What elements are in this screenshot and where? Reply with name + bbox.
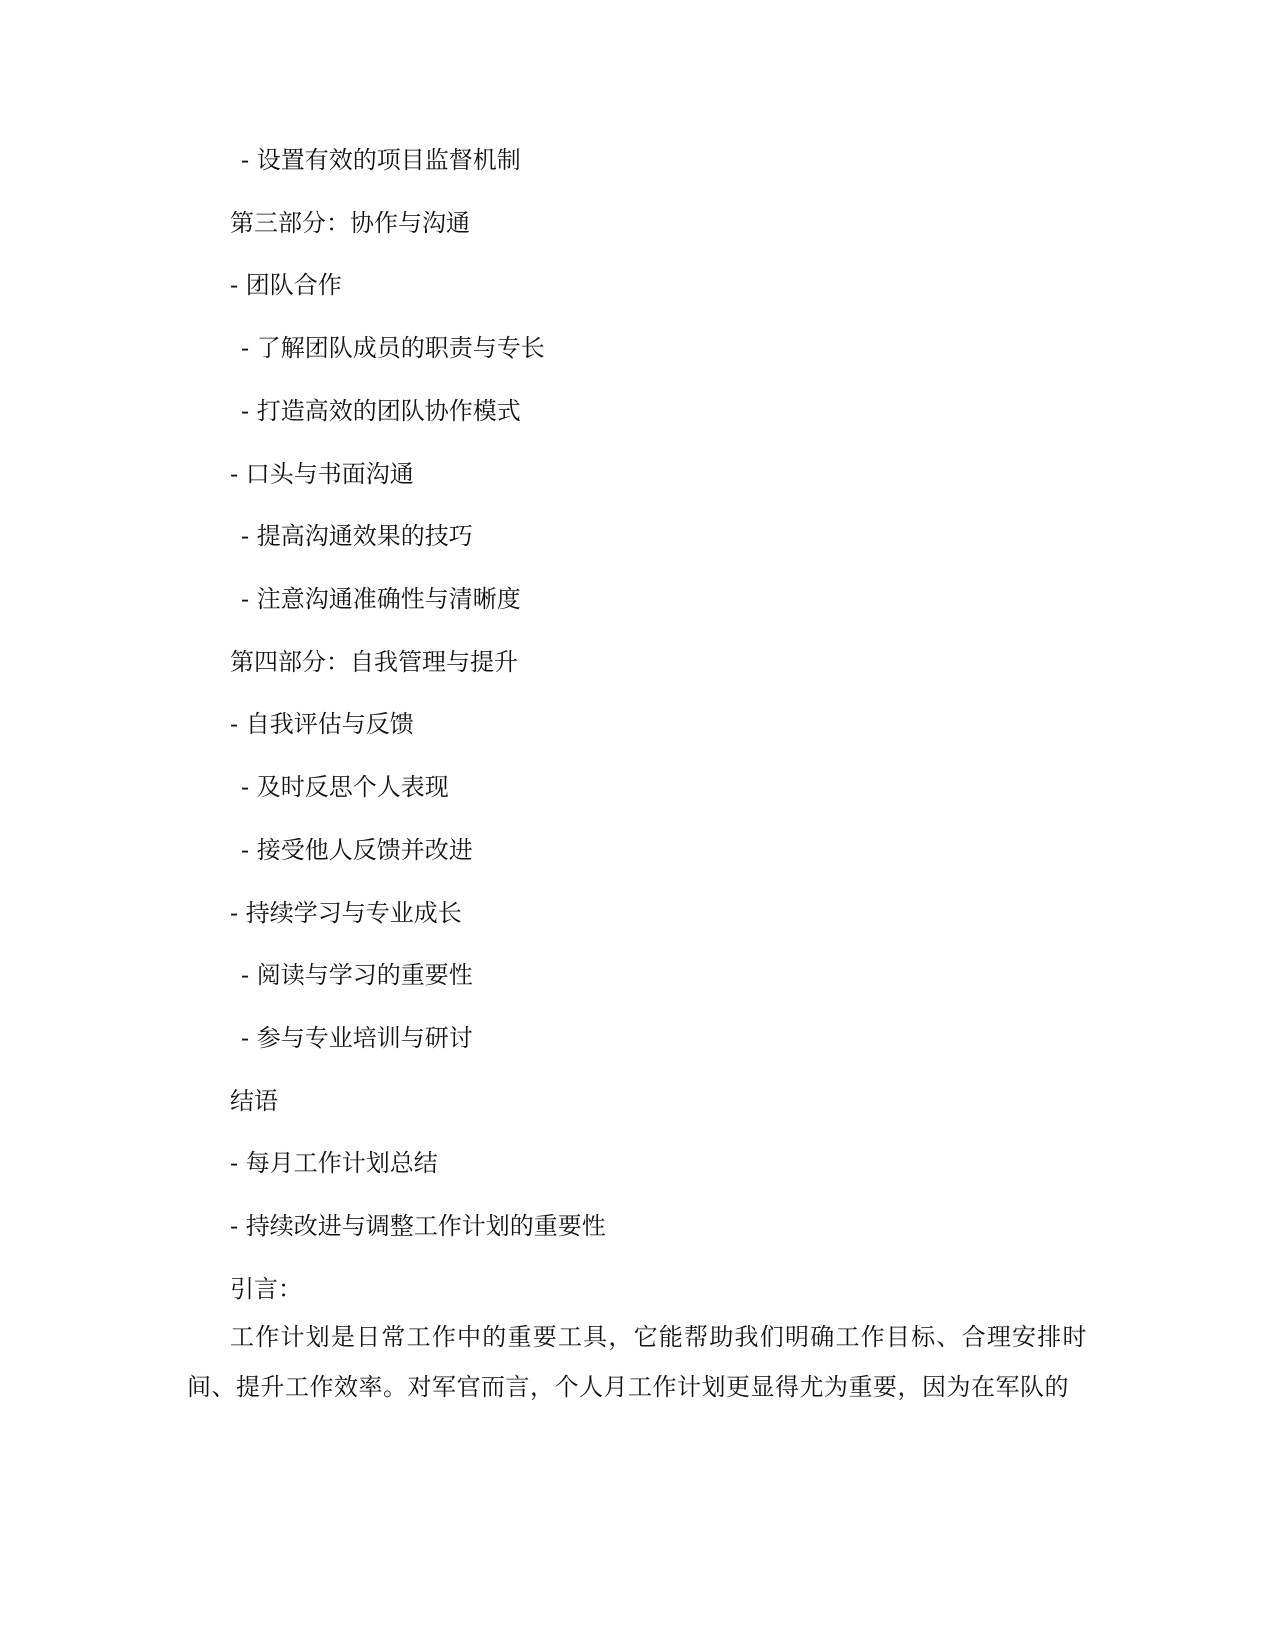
outline-line: - 阅读与学习的重要性 [241,961,473,989]
outline-line: - 每月工作计划总结 [230,1149,438,1177]
outline-line: - 自我评估与反馈 [230,710,414,738]
outline-line: - 设置有效的项目监督机制 [241,146,521,174]
outline-line: - 团队合作 [230,271,342,299]
outline-line: - 了解团队成员的职责与专长 [241,334,545,362]
section-heading: 第三部分：协作与沟通 [230,209,470,237]
section-heading: 第四部分：自我管理与提升 [230,648,518,676]
outline-line: - 及时反思个人表现 [241,773,449,801]
outline-line: - 参与专业培训与研讨 [241,1024,473,1052]
outline-line: - 接受他人反馈并改进 [241,836,473,864]
outline-line: - 提高沟通效果的技巧 [241,522,473,550]
intro-paragraph: 工作计划是日常工作中的重要工具，它能帮助我们明确工作目标、合理安排时间、提升工作效率。对军官而言，个人月工作计划更显得尤为重要，因为在军队的 [187,1323,1087,1401]
outline-line: - 打造高效的团队协作模式 [241,397,521,425]
section-heading: 结语 [230,1087,278,1115]
outline-line: - 口头与书面沟通 [230,460,414,488]
outline-line: - 注意沟通准确性与清晰度 [241,585,521,613]
outline-line: - 持续学习与专业成长 [230,899,462,927]
section-heading: 引言： [230,1275,302,1303]
outline-line: - 持续改进与调整工作计划的重要性 [230,1212,606,1240]
